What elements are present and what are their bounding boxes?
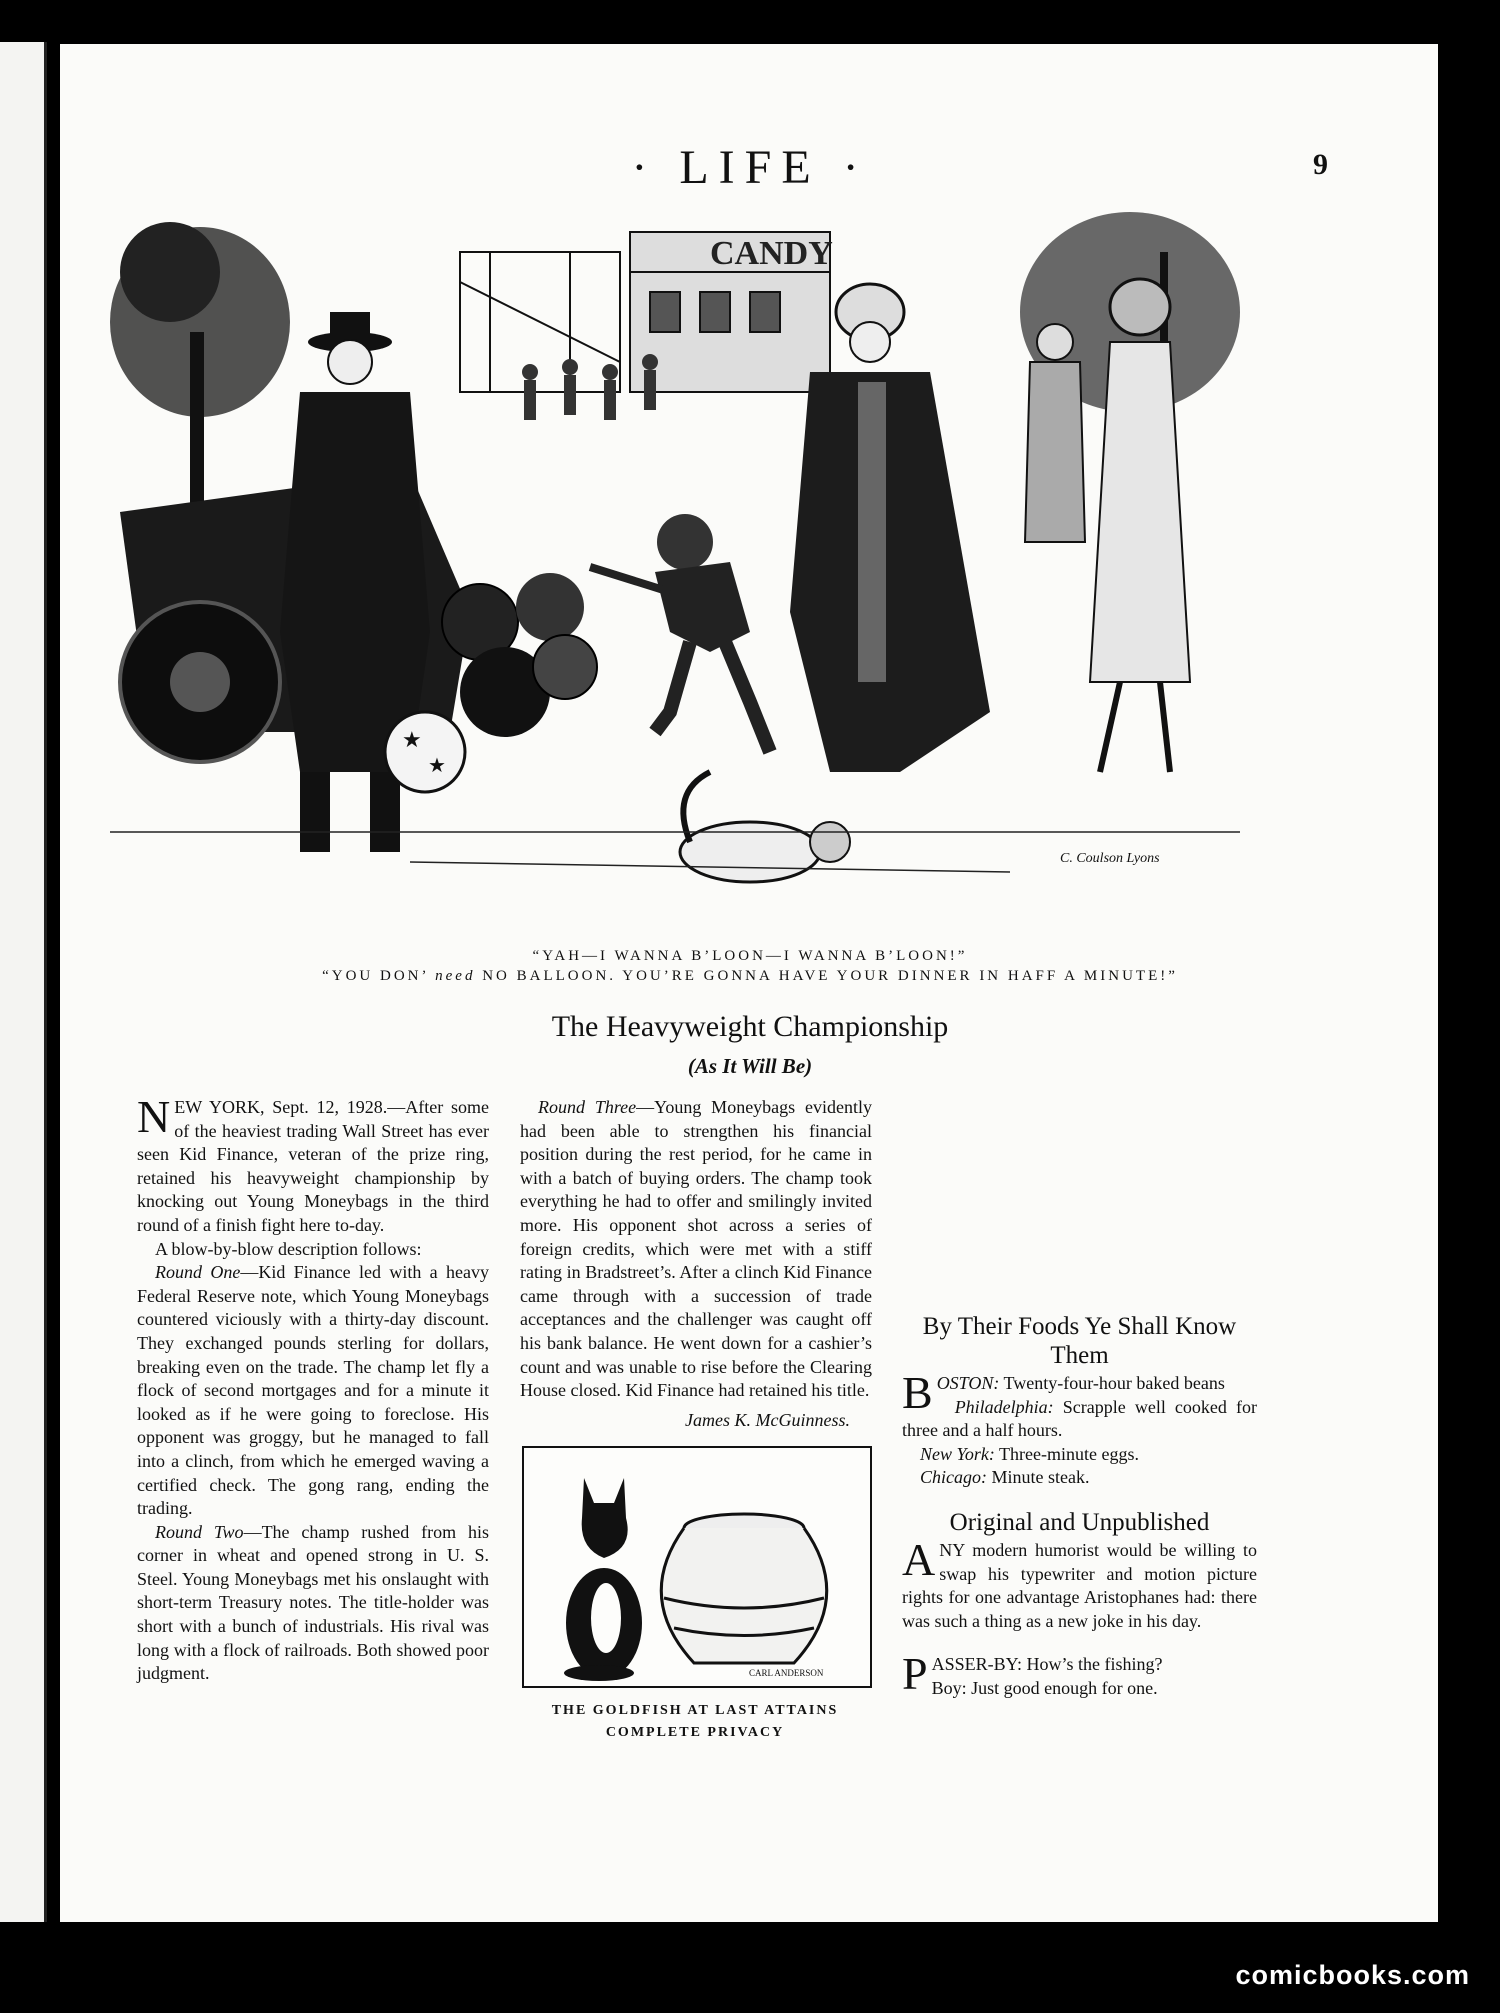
article-column-1 (137, 1091, 489, 1686)
goldfish-cartoon (522, 1446, 872, 1688)
article-column-2 (520, 1096, 872, 1432)
watermark: comicbooks.com (1235, 1960, 1470, 1990)
philadelphia-label: Philadelphia: (954, 1396, 1054, 1417)
article-paragraph-3 (137, 1261, 489, 1521)
dropcap-b: B (902, 1367, 933, 1418)
round-two-label: Round Two (155, 1521, 244, 1542)
cartoon-caption-line-1: THE GOLDFISH AT LAST ATTAINS (551, 1703, 839, 1718)
article-paragraph-1 (137, 1091, 489, 1238)
goldfish-bowl (661, 1514, 826, 1663)
article-column-3 (902, 1290, 1257, 1701)
foods-new-york (902, 1443, 1257, 1467)
round-one-label: Round One (155, 1262, 241, 1283)
cartoon-caption (522, 1700, 868, 1744)
chicago-text: Minute steak. (987, 1467, 1090, 1488)
masthead: · LIFE · (631, 141, 869, 194)
article-paragraph-5 (520, 1096, 872, 1403)
cartoon-signature: CARL ANDERSON (749, 1668, 824, 1678)
caption-line-2-start: “YOU DON’ (322, 968, 436, 984)
caption-line-2-end: NO BALLOON. YOU’RE GONNA HAVE YOUR DINNER IN HAFF A MINUTE!” (475, 968, 1178, 984)
foods-chicago (902, 1466, 1257, 1490)
passer-line-1: ASSER-BY: How’s the fishing? (931, 1654, 1163, 1675)
boston-text: Twenty-four-hour baked beans (999, 1373, 1225, 1393)
chicago-label: Chicago: (920, 1467, 987, 1488)
dropcap-a: A (902, 1533, 936, 1585)
article-title: The Heavyweight Championship (551, 1010, 949, 1043)
new-york-text: Three-minute eggs. (994, 1443, 1139, 1464)
svg-text:★: ★ (402, 727, 422, 752)
candy-sign: CANDY (710, 235, 833, 272)
philadelphia-text: Scrapple well cooked for three and a half hours. (902, 1396, 1257, 1441)
article-paragraph-4 (137, 1521, 489, 1686)
foods-philadelphia (902, 1396, 1257, 1443)
original-title: Original and Unpublished (949, 1508, 1210, 1536)
round-two-text: —The champ rushed from his corner in wheat and opened strong in U. S. Steel. Young Moneybags met his onslaught with short-term Treasury notes. The title-holder was short with a bunch of industrials. His rival was long with a flock of railroads. Both showed poor judgment. (137, 1521, 489, 1684)
caption-line-1: “YAH—I WANNA B’LOON—I WANNA B’LOON!” (532, 948, 968, 964)
cartoon-caption-line-2: COMPLETE PRIVACY (605, 1725, 785, 1740)
boston-label: OSTON: (936, 1373, 1000, 1393)
dropcap-n: N (137, 1091, 171, 1142)
foods-title: By Their Foods Ye Shall Know Them (922, 1313, 1237, 1369)
new-york-label: New York: (920, 1443, 995, 1464)
round-three-label: Round Three (538, 1097, 637, 1117)
caption-emphasis: need (435, 968, 476, 984)
caption-line-2 (0, 966, 1500, 986)
dropcap-p: P (902, 1648, 928, 1700)
svg-text:★: ★ (428, 755, 446, 777)
original-paragraph (902, 1533, 1257, 1633)
illustration-caption (0, 946, 1500, 986)
illustration-signature: C. Coulson Lyons (1060, 851, 1160, 866)
round-three-text: —Young Moneybags evidently had been able to strengthen his financial position during the rest period, for he came in with a batch of buying orders. The champ took everything he had to offer and smilingly invited more. His opponent shot across a series of foreign credits, which were met with a stiff rating in Bradstreet’s. After a clinch Kid Finance came through with a succession of trade acceptances and the challenger was caught off his bank balance. He went down for a cashier’s count and was unable to rise before the Clearing House closed. Kid Finance had retained his title. (520, 1097, 872, 1401)
original-text: NY modern humorist would be willing to swap his typewriter and motion picture rights for one advantage Aristophanes had: there was such a thing as a new joke in his day. (902, 1539, 1257, 1631)
paragraph-1-text: EW YORK, Sept. 12, 1928.—After some of the heaviest trading Wall Street has ever seen Kid Finance, veteran of the prize ring, retained his heavyweight championship by knocking out Young Moneybags in the third round of a finish fight here to-day. (137, 1097, 489, 1235)
article-byline: James K. McGuinness. (685, 1409, 850, 1430)
passer-by-joke (902, 1648, 1257, 1700)
page-number: 9 (1313, 148, 1328, 181)
round-one-text: —Kid Finance led with a heavy Federal Reserve note, which Young Moneybags countered viciously with a thirty-day discount. They exchanged pounds sterling for dollars, breaking even on the trade. The champ let fly a flock of second mortgages and for a minute it looked as if he were going to foreclose. His opponent was groggy, but he managed to fall into a clinch, from which he emerged waving a certified check. The gong rang, ending the trading. (137, 1262, 489, 1519)
passer-line-2: Boy: Just good enough for one. (931, 1677, 1158, 1698)
article-paragraph-2: A blow-by-blow description follows: (155, 1238, 422, 1259)
street-scene-illustration (110, 212, 1240, 932)
article-subtitle: (As It Will Be) (687, 1054, 813, 1078)
